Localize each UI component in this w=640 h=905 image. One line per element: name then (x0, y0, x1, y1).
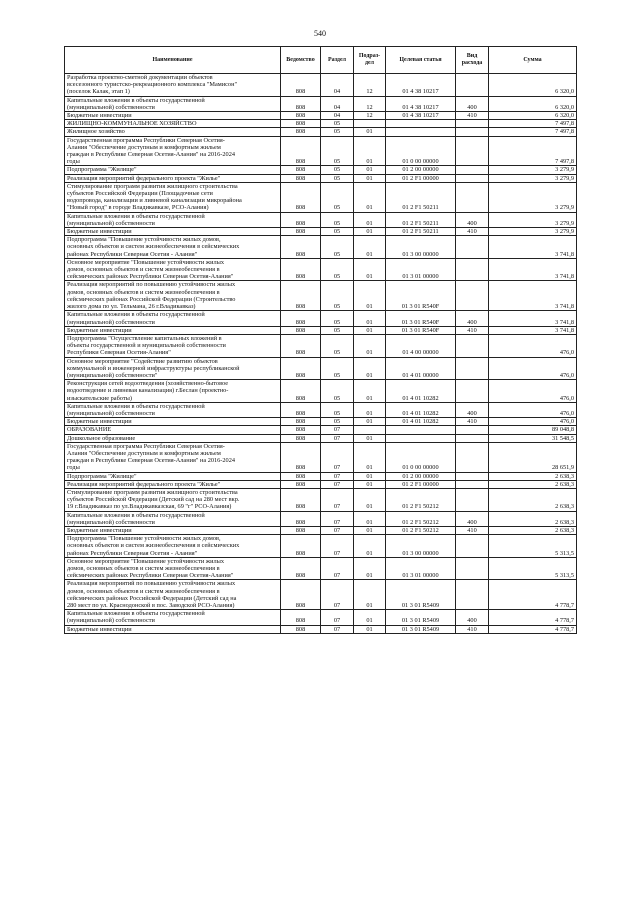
cell-subsection: 01 (354, 281, 386, 311)
cell-sum: 89 048,8 (489, 426, 577, 434)
cell-target: 01 2 F1 50211 (386, 182, 456, 212)
cell-sum: 2 638,3 (489, 472, 577, 480)
cell-sum: 7 497,8 (489, 128, 577, 136)
cell-name: Бюджетные инвестиции (65, 112, 281, 120)
cell-expense (456, 434, 489, 442)
cell-target (386, 426, 456, 434)
table-row (65, 74, 577, 97)
cell-section: 05 (321, 311, 354, 326)
cell-expense: 410 (456, 418, 489, 426)
cell-department: 808 (281, 128, 321, 136)
cell-expense: 410 (456, 526, 489, 534)
cell-target: 01 4 38 10217 (386, 112, 456, 120)
cell-expense: 410 (456, 112, 489, 120)
cell-expense (456, 236, 489, 259)
cell-expense (456, 258, 489, 281)
cell-section: 05 (321, 228, 354, 236)
cell-subsection: 01 (354, 334, 386, 357)
cell-target: 01 3 01 R5409 (386, 610, 456, 625)
cell-sum: 3 279,9 (489, 212, 577, 227)
cell-sum: 31 548,5 (489, 434, 577, 442)
cell-expense (456, 166, 489, 174)
cell-target: 01 3 01 R5409 (386, 580, 456, 610)
cell-department: 808 (281, 311, 321, 326)
cell-expense: 400 (456, 96, 489, 111)
cell-department: 808 (281, 625, 321, 633)
cell-subsection: 01 (354, 472, 386, 480)
cell-expense (456, 580, 489, 610)
cell-department: 808 (281, 442, 321, 472)
cell-subsection (354, 426, 386, 434)
table-row (65, 311, 577, 326)
cell-sum: 6 320,0 (489, 96, 577, 111)
cell-target: 01 3 01 R540F (386, 326, 456, 334)
cell-sum: 3 279,9 (489, 228, 577, 236)
cell-department: 808 (281, 74, 321, 97)
cell-target: 01 2 F1 50211 (386, 212, 456, 227)
cell-sum: 3 741,8 (489, 326, 577, 334)
cell-sum: 7 497,8 (489, 136, 577, 166)
cell-target: 01 3 00 00000 (386, 535, 456, 558)
cell-expense: 400 (456, 511, 489, 526)
cell-target: 01 3 01 R5409 (386, 625, 456, 633)
cell-expense: 400 (456, 402, 489, 417)
cell-expense (456, 535, 489, 558)
cell-target: 01 2 F1 00000 (386, 480, 456, 488)
cell-sum: 3 279,9 (489, 174, 577, 182)
cell-department: 808 (281, 136, 321, 166)
column-header-name: Наименование (65, 47, 281, 74)
cell-section: 07 (321, 511, 354, 526)
column-header-target: Целевая статья (386, 47, 456, 74)
cell-name: Подпрограмма "Повышение устойчивости жилых домов, основных объектов и систем жизнеобеспечения в сейсмических районах Республики Северная Осетия - Алания" (65, 535, 281, 558)
cell-name: Стимулирование программ развития жилищного строительства субъектов Российской Федерации (Детский сад на 280 мест вкр. 19 г.Владикавказ по ул.Владикавказская, 69 "г" РСО-Алания) (65, 488, 281, 511)
cell-expense: 400 (456, 610, 489, 625)
cell-target: 01 4 01 10282 (386, 402, 456, 417)
cell-section: 04 (321, 74, 354, 97)
table-row (65, 580, 577, 610)
cell-department: 808 (281, 557, 321, 580)
cell-target: 01 2 00 00000 (386, 166, 456, 174)
table-row (65, 535, 577, 558)
cell-department: 808 (281, 174, 321, 182)
cell-subsection: 01 (354, 434, 386, 442)
cell-name: Бюджетные инвестиции (65, 418, 281, 426)
table-row (65, 112, 577, 120)
cell-department: 808 (281, 182, 321, 212)
cell-department: 808 (281, 380, 321, 403)
cell-department: 808 (281, 580, 321, 610)
cell-department: 808 (281, 326, 321, 334)
cell-department: 808 (281, 526, 321, 534)
cell-name: Стимулирование программ развития жилищного строительства субъектов Российской Федерации (Площадочные сети водопровода, канализации и ливневой канализации микрорайона "Новый город" в городе Владикавказе, РСО-Алания) (65, 182, 281, 212)
column-header-department: Ведомство (281, 47, 321, 74)
table-row (65, 236, 577, 259)
cell-subsection: 01 (354, 418, 386, 426)
cell-sum: 7 497,8 (489, 120, 577, 128)
cell-target: 01 0 00 00000 (386, 442, 456, 472)
cell-department: 808 (281, 96, 321, 111)
cell-department: 808 (281, 212, 321, 227)
cell-department: 808 (281, 236, 321, 259)
cell-department: 808 (281, 610, 321, 625)
table-row (65, 442, 577, 472)
table-row (65, 136, 577, 166)
cell-target: 01 2 F1 50212 (386, 488, 456, 511)
cell-name: Бюджетные инвестиции (65, 526, 281, 534)
cell-sum: 476,0 (489, 380, 577, 403)
cell-subsection: 01 (354, 174, 386, 182)
cell-name: Жилищное хозяйство (65, 128, 281, 136)
cell-name: Капитальные вложения в объекты государственной (муниципальной) собственности (65, 96, 281, 111)
cell-name: Основное мероприятие "Повышение устойчивости жилых домов, основных объектов и систем жизнеобеспечения в сейсмических районах Республики Северная Осетия-Алания" (65, 557, 281, 580)
cell-section: 07 (321, 472, 354, 480)
table-row (65, 212, 577, 227)
cell-name: Основное мероприятие "Повышение устойчивости жилых домов, основных объектов и систем жизнеобеспечения в сейсмических районах Республики Северная Осетия-Алания" (65, 258, 281, 281)
cell-target (386, 128, 456, 136)
cell-sum: 5 313,5 (489, 557, 577, 580)
cell-expense: 400 (456, 212, 489, 227)
cell-name: Бюджетные инвестиции (65, 228, 281, 236)
cell-name: Государственная программа Республики Северная Осетия- Алания "Обеспечение доступным и комфортным жильем граждан в Республике Северная Осетия-Алания" на 2016-2024 годы (65, 136, 281, 166)
table-row (65, 402, 577, 417)
table-row (65, 511, 577, 526)
cell-section: 07 (321, 426, 354, 434)
cell-name: Государственная программа Республики Северная Осетия- Алания "Обеспечение доступным и комфортным жильем граждан в Республике Северная Осетия-Алания" на 2016-2024 годы (65, 442, 281, 472)
cell-section: 05 (321, 128, 354, 136)
cell-name: Реализация мероприятий по повышению устойчивости жилых домов, основных объектов и систем жизнеобеспечения в сейсмических районах Российской Федерации (Детский сад на 280 мест по ул. Краснодонской в пос. Заводской РСО-Алания) (65, 580, 281, 610)
cell-name: Капитальные вложения в объекты государственной (муниципальной) собственности (65, 610, 281, 625)
budget-table (64, 46, 577, 634)
cell-expense (456, 174, 489, 182)
cell-target: 01 4 01 00000 (386, 357, 456, 380)
cell-department: 808 (281, 511, 321, 526)
cell-sum: 476,0 (489, 334, 577, 357)
cell-target: 01 2 F1 50212 (386, 511, 456, 526)
cell-name: Подпрограмма "Жилище" (65, 472, 281, 480)
cell-department: 808 (281, 402, 321, 417)
cell-target: 01 2 F1 50212 (386, 526, 456, 534)
cell-sum: 476,0 (489, 418, 577, 426)
table-row (65, 182, 577, 212)
cell-section: 07 (321, 580, 354, 610)
cell-section: 04 (321, 112, 354, 120)
cell-section: 07 (321, 526, 354, 534)
cell-section: 07 (321, 625, 354, 633)
cell-section: 05 (321, 380, 354, 403)
cell-section: 05 (321, 166, 354, 174)
cell-target: 01 0 00 00000 (386, 136, 456, 166)
cell-section: 05 (321, 334, 354, 357)
table-row (65, 380, 577, 403)
cell-subsection: 01 (354, 402, 386, 417)
cell-sum: 3 741,8 (489, 311, 577, 326)
cell-department: 808 (281, 488, 321, 511)
cell-expense: 410 (456, 228, 489, 236)
column-header-section: Раздел (321, 47, 354, 74)
cell-subsection: 01 (354, 480, 386, 488)
cell-sum: 6 320,0 (489, 74, 577, 97)
cell-subsection: 01 (354, 557, 386, 580)
cell-target: 01 3 00 00000 (386, 236, 456, 259)
cell-subsection: 01 (354, 610, 386, 625)
table-row (65, 357, 577, 380)
cell-name: Основное мероприятие "Содействие развитию объектов коммунальной и инженерной инфраструктуры республиканской (муниципальной) собственности" (65, 357, 281, 380)
cell-target: 01 4 01 10282 (386, 418, 456, 426)
cell-subsection: 12 (354, 74, 386, 97)
cell-department: 808 (281, 472, 321, 480)
cell-section: 05 (321, 136, 354, 166)
cell-expense (456, 480, 489, 488)
cell-sum: 2 638,3 (489, 480, 577, 488)
cell-expense (456, 334, 489, 357)
page-number: 540 (314, 29, 326, 38)
cell-subsection: 01 (354, 442, 386, 472)
cell-subsection: 01 (354, 511, 386, 526)
table-row (65, 281, 577, 311)
cell-section: 05 (321, 326, 354, 334)
cell-section: 04 (321, 96, 354, 111)
cell-section: 07 (321, 442, 354, 472)
cell-department: 808 (281, 334, 321, 357)
cell-section: 05 (321, 418, 354, 426)
cell-target (386, 120, 456, 128)
cell-sum: 4 778,7 (489, 610, 577, 625)
cell-name: Капитальные вложения в объекты государственной (муниципальной) собственности (65, 212, 281, 227)
cell-name: Реализация мероприятий федерального проекта "Жилье" (65, 174, 281, 182)
cell-subsection: 01 (354, 166, 386, 174)
cell-target: 01 4 01 10282 (386, 380, 456, 403)
cell-subsection: 01 (354, 488, 386, 511)
cell-target (386, 434, 456, 442)
cell-target: 01 3 01 R540F (386, 311, 456, 326)
cell-sum: 3 741,8 (489, 236, 577, 259)
cell-section: 05 (321, 357, 354, 380)
table-row (65, 610, 577, 625)
cell-section: 05 (321, 120, 354, 128)
cell-sum: 2 638,3 (489, 526, 577, 534)
cell-subsection: 01 (354, 625, 386, 633)
cell-department: 808 (281, 535, 321, 558)
cell-target: 01 3 01 00000 (386, 557, 456, 580)
table-row (65, 472, 577, 480)
cell-expense: 400 (456, 311, 489, 326)
cell-expense (456, 380, 489, 403)
cell-expense (456, 281, 489, 311)
cell-subsection: 12 (354, 96, 386, 111)
cell-expense (456, 557, 489, 580)
table-row (65, 326, 577, 334)
cell-target: 01 2 F1 00000 (386, 174, 456, 182)
cell-name: Подпрограмма "Жилище" (65, 166, 281, 174)
cell-name: Разработка проектно-сметной документации объектов всесезонного туристско-рекреационного комплекса "Мамисон" (поселок Калак, этап 1) (65, 74, 281, 97)
cell-department: 808 (281, 434, 321, 442)
cell-department: 808 (281, 166, 321, 174)
cell-sum: 4 778,7 (489, 625, 577, 633)
cell-sum: 2 638,3 (489, 488, 577, 511)
cell-subsection: 01 (354, 380, 386, 403)
cell-section: 05 (321, 402, 354, 417)
cell-sum: 5 313,5 (489, 535, 577, 558)
cell-section: 07 (321, 535, 354, 558)
table-row (65, 258, 577, 281)
cell-expense (456, 120, 489, 128)
cell-sum: 3 279,9 (489, 166, 577, 174)
cell-department: 808 (281, 418, 321, 426)
cell-target: 01 2 F1 50211 (386, 228, 456, 236)
cell-sum: 4 778,7 (489, 580, 577, 610)
cell-section: 07 (321, 557, 354, 580)
cell-sum: 3 279,9 (489, 182, 577, 212)
cell-name: Бюджетные инвестиции (65, 326, 281, 334)
cell-department: 808 (281, 258, 321, 281)
cell-section: 05 (321, 281, 354, 311)
cell-name: Реализация мероприятий федерального проекта "Жилье" (65, 480, 281, 488)
cell-target: 01 2 00 00000 (386, 472, 456, 480)
table-row (65, 96, 577, 111)
cell-department: 808 (281, 120, 321, 128)
cell-expense (456, 472, 489, 480)
cell-section: 07 (321, 488, 354, 511)
table-row (65, 334, 577, 357)
cell-section: 05 (321, 258, 354, 281)
cell-expense (456, 488, 489, 511)
cell-expense (456, 182, 489, 212)
cell-target: 01 4 38 10217 (386, 96, 456, 111)
cell-target: 01 4 38 10217 (386, 74, 456, 97)
cell-subsection: 01 (354, 212, 386, 227)
table-row (65, 426, 577, 434)
cell-sum: 3 741,8 (489, 281, 577, 311)
cell-section: 05 (321, 212, 354, 227)
cell-sum: 28 651,9 (489, 442, 577, 472)
column-header-sum: Сумма (489, 47, 577, 74)
cell-name: ОБРАЗОВАНИЕ (65, 426, 281, 434)
cell-expense (456, 136, 489, 166)
cell-target: 01 3 01 00000 (386, 258, 456, 281)
cell-subsection: 01 (354, 311, 386, 326)
cell-sum: 2 638,3 (489, 511, 577, 526)
cell-name: Капитальные вложения в объекты государственной (муниципальной) собственности (65, 402, 281, 417)
cell-name: Капитальные вложения в объекты государственной (муниципальной) собственности (65, 311, 281, 326)
cell-sum: 6 320,0 (489, 112, 577, 120)
cell-department: 808 (281, 426, 321, 434)
table-header-row (65, 47, 577, 74)
table-row (65, 557, 577, 580)
cell-subsection: 01 (354, 580, 386, 610)
cell-name: Реконструкция сетей водоотведения (хозяйственно-бытовое водоотведение и ливневая канализация) г.Беслан (проектно- изыскательские работы) (65, 380, 281, 403)
cell-sum: 3 741,8 (489, 258, 577, 281)
cell-expense (456, 426, 489, 434)
cell-sum: 476,0 (489, 357, 577, 380)
cell-section: 05 (321, 174, 354, 182)
cell-name: Реализация мероприятий по повышению устойчивости жилых домов, основных объектов и систем жизнеобеспечения в сейсмических районах Российской Федерации (Строительство жилого дома по ул. Тельмана, 26 г.Владикавказ) (65, 281, 281, 311)
cell-name: Бюджетные инвестиции (65, 625, 281, 633)
cell-section: 05 (321, 236, 354, 259)
table-row (65, 488, 577, 511)
table-row (65, 120, 577, 128)
cell-expense (456, 128, 489, 136)
table-row (65, 174, 577, 182)
cell-expense (456, 74, 489, 97)
cell-expense: 410 (456, 326, 489, 334)
cell-department: 808 (281, 112, 321, 120)
cell-subsection (354, 120, 386, 128)
cell-subsection: 01 (354, 326, 386, 334)
cell-target: 01 4 00 00000 (386, 334, 456, 357)
cell-name: Дошкольное образование (65, 434, 281, 442)
cell-subsection: 01 (354, 228, 386, 236)
cell-name: Подпрограмма "Повышение устойчивости жилых домов, основных объектов и систем жизнеобеспечения в сейсмических районах Республики Северная Осетия - Алания" (65, 236, 281, 259)
cell-department: 808 (281, 228, 321, 236)
cell-section: 07 (321, 434, 354, 442)
table-row (65, 228, 577, 236)
cell-subsection: 01 (354, 128, 386, 136)
cell-target: 01 3 01 R540F (386, 281, 456, 311)
table-row (65, 526, 577, 534)
table-row (65, 418, 577, 426)
cell-sum: 476,0 (489, 402, 577, 417)
table-body (65, 74, 577, 634)
cell-section: 07 (321, 480, 354, 488)
cell-expense: 410 (456, 625, 489, 633)
cell-section: 07 (321, 610, 354, 625)
cell-subsection: 01 (354, 526, 386, 534)
cell-department: 808 (281, 281, 321, 311)
column-header-expense: Вид расхода (456, 47, 489, 74)
table-row (65, 625, 577, 633)
cell-subsection: 01 (354, 535, 386, 558)
cell-subsection: 01 (354, 258, 386, 281)
cell-subsection: 12 (354, 112, 386, 120)
table-row (65, 434, 577, 442)
cell-name: ЖИЛИЩНО-КОММУНАЛЬНОЕ ХОЗЯЙСТВО (65, 120, 281, 128)
column-header-subsection: Подраз- дел (354, 47, 386, 74)
cell-subsection: 01 (354, 236, 386, 259)
cell-subsection: 01 (354, 357, 386, 380)
cell-name: Подпрограмма "Осуществление капитальных вложений в объекты государственной и муниципальной собственности Республики Северная Осетия-Алания" (65, 334, 281, 357)
cell-name: Капитальные вложения в объекты государственной (муниципальной) собственности (65, 511, 281, 526)
cell-expense (456, 357, 489, 380)
cell-expense (456, 442, 489, 472)
cell-department: 808 (281, 357, 321, 380)
cell-subsection: 01 (354, 182, 386, 212)
table-row (65, 480, 577, 488)
table-row (65, 166, 577, 174)
cell-department: 808 (281, 480, 321, 488)
cell-subsection: 01 (354, 136, 386, 166)
cell-section: 05 (321, 182, 354, 212)
table-row (65, 128, 577, 136)
